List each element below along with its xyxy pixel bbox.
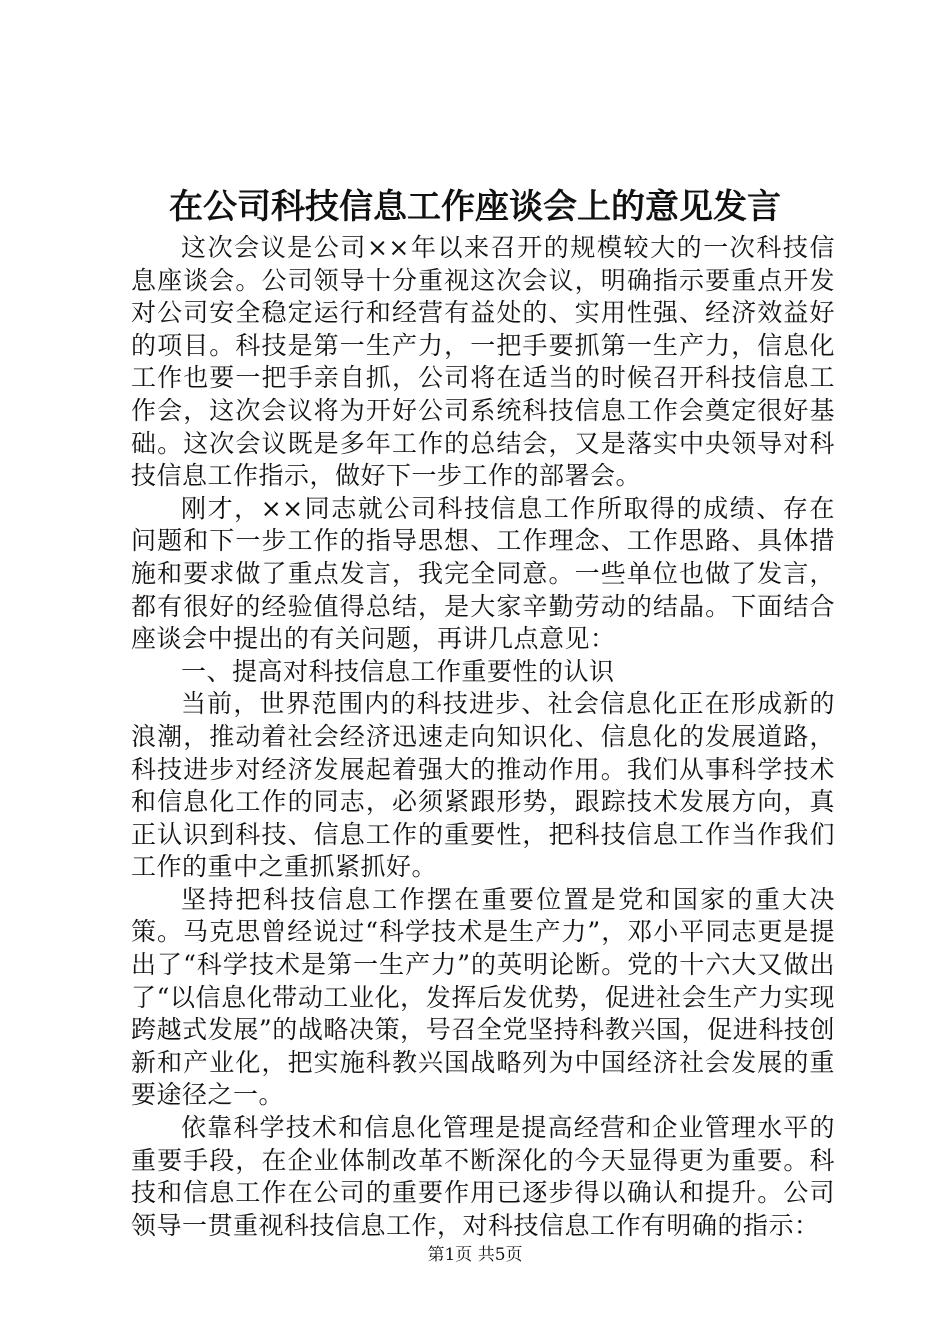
paragraph-4: 坚持把科技信息工作摆在重要位置是党和国家的重大决策。马克思曾经说过“科学技术是生产力”，邓小平同志更是提出了“科学技术是第一生产力”的英明论断。党的十六大又做出了“以信息化带动工业化，发挥后发优势，促进社会生产力实现跨越式发展”的战略决策，号召全党坚持科教兴国，促进科技创新和产业化，把实施科教兴国战略列为中国经济社会发展的重要途径之一。 [131, 884, 835, 1110]
paragraph-1: 这次会议是公司××年以来召开的规模较大的一次科技信息座谈会。公司领导十分重视这次会议，明确指示要重点开发对公司安全稳定运行和经营有益处的、实用性强、经济效益好的项目。科技是第一生产力，一把手要抓第一生产力，信息化工作也要一把手亲自抓，公司将在适当的时候召开科技信息工作会，这次会议将为开好公司系统科技信息工作会奠定很好基础。这次会议既是多年工作的总结会，又是落实中央领导对科技信息工作指示，做好下一步工作的部署会。 [131, 233, 835, 491]
paragraph-2: 刚才，××同志就公司科技信息工作所取得的成绩、存在问题和下一步工作的指导思想、工作理念、工作思路、具体措施和要求做了重点发言，我完全同意。一些单位也做了发言，都有很好的经验值得总结，是大家辛勤劳动的结晶。下面结合座谈会中提出的有关问题，再讲几点意见： [131, 493, 835, 654]
section-heading-1: 一、提高对科技信息工作重要性的认识 [181, 656, 615, 686]
paragraph-5: 依靠科学技术和信息化管理是提高经营和企业管理水平的重要手段，在企业体制改革不断深化的今天显得更为重要。科技和信息工作在公司的重要作用已逐步得以确认和提升。公司领导一贯重视科技信息工作，对科技信息工作有明确的指示： [131, 1113, 835, 1240]
page-footer: 第1页 共5页 [427, 1245, 523, 1265]
paragraph-3: 当前，世界范围内的科技进步、社会信息化正在形成新的浪潮，推动着社会经济迅速走向知识化、信息化的发展道路，科技进步对经济发展起着强大的推动作用。我们从事科学技术和信息化工作的同志，必须紧跟形势，跟踪技术发展方向，真正认识到科技、信息工作的重要性，把科技信息工作当作我们工作的重中之重抓紧抓好。 [131, 689, 835, 882]
document-body [131, 232, 835, 1242]
document-title: 在公司科技信息工作座谈会上的意见发言 [169, 187, 781, 227]
